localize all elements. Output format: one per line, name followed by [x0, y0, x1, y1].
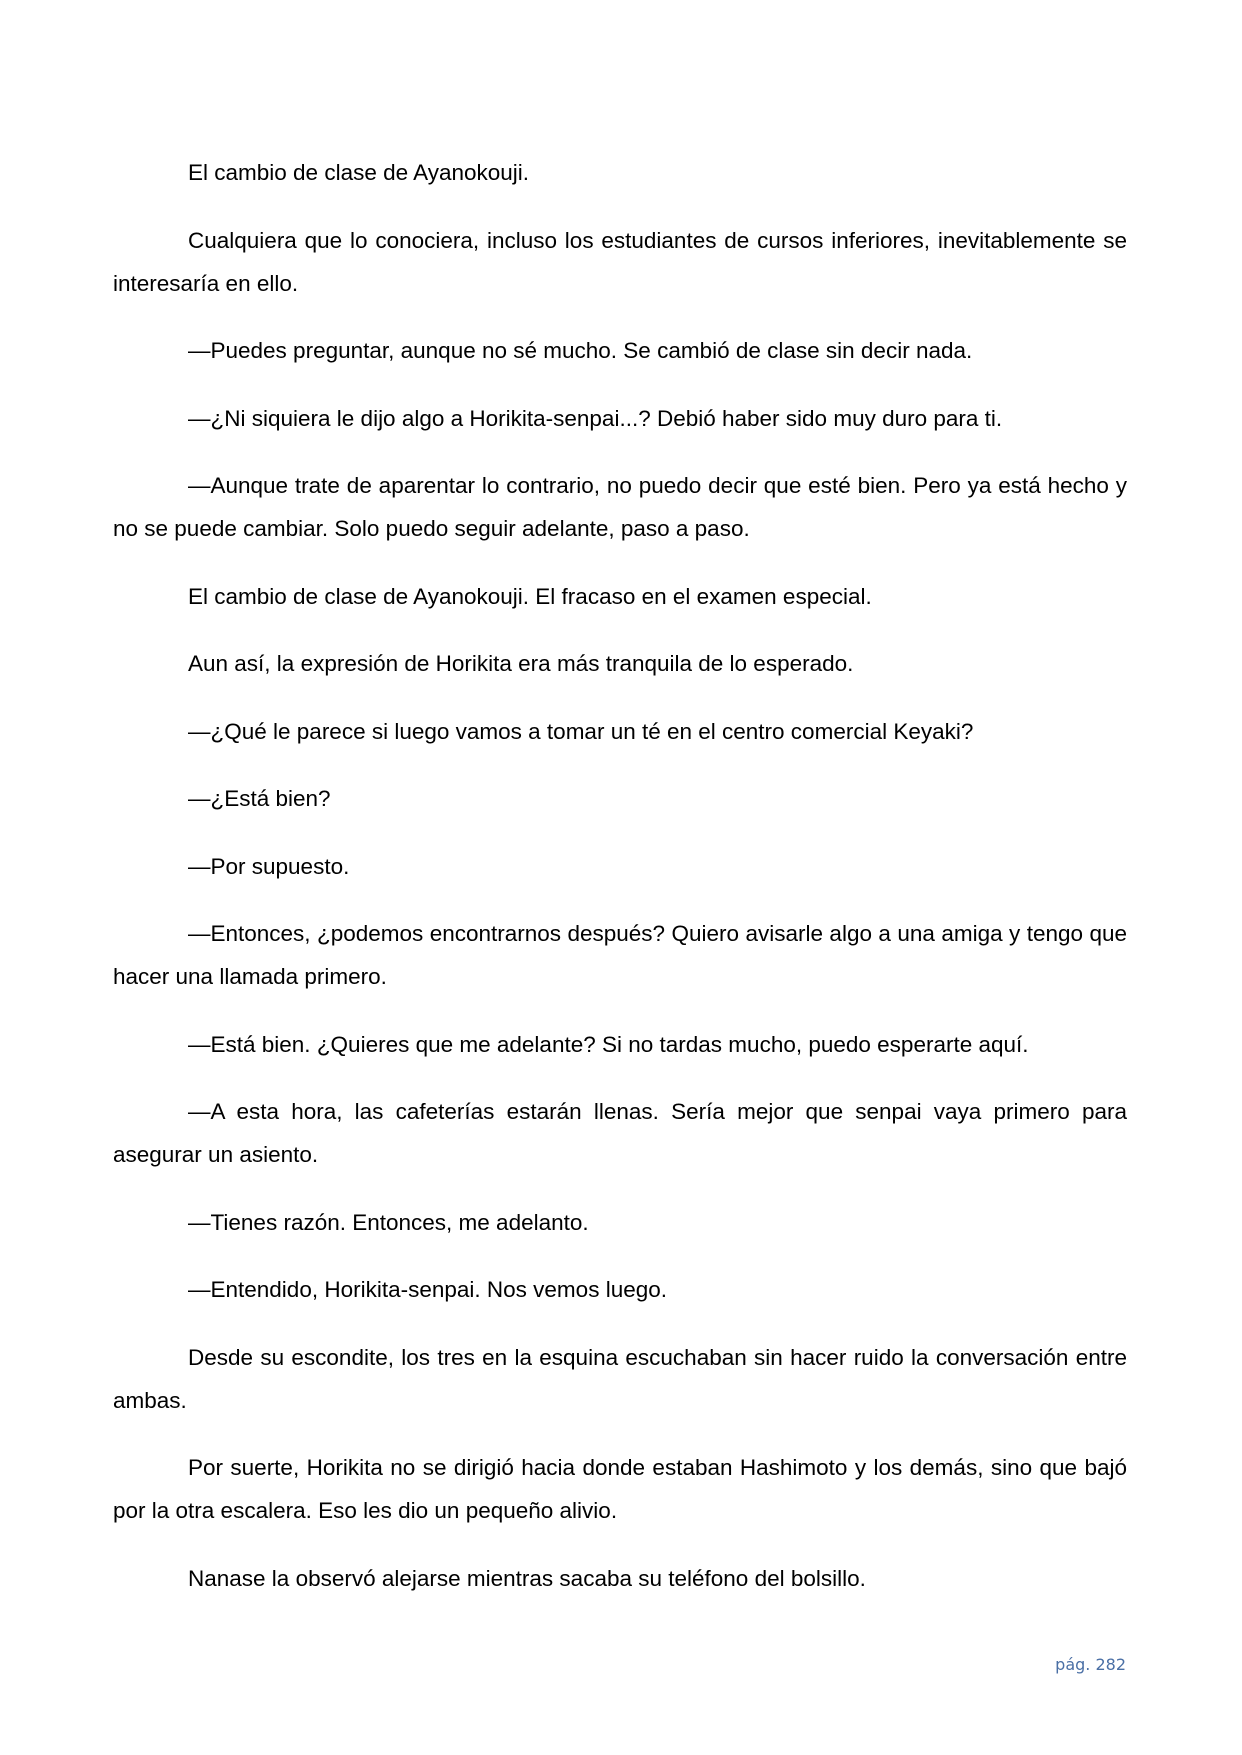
paragraph: —Está bien. ¿Quieres que me adelante? Si no tardas mucho, puedo esperarte aquí. — [188, 1031, 1029, 1057]
paragraph: —A esta hora, las cafeterías estarán llenas. Sería mejor que senpai vaya primero para asegurar un asiento. — [113, 1099, 1127, 1167]
paragraph: —¿Está bien? — [188, 786, 331, 811]
paragraph: —Entendido, Horikita-senpai. Nos vemos luego. — [188, 1277, 667, 1302]
paragraph: —Entonces, ¿podemos encontrarnos después? Quiero avisarle algo a una amiga y tengo que hacer una llamada primero. — [113, 921, 1127, 989]
paragraph: —Aunque trate de aparentar lo contrario, no puedo decir que esté bien. Pero ya está hecho y no se puede cambiar. Solo puedo seguir adelante, paso a paso. — [113, 473, 1127, 541]
paragraph: Cualquiera que lo conociera, incluso los estudiantes de cursos inferiores, inevitablemente se interesaría en ello. — [113, 227, 1127, 296]
paragraph: Nanase la observó alejarse mientras sacaba su teléfono del bolsillo. — [188, 1565, 866, 1591]
paragraph: —¿Ni siquiera le dijo algo a Horikita-senpai...? Debió haber sido muy duro para ti. — [188, 405, 1003, 431]
paragraph: El cambio de clase de Ayanokouji. El fracaso en el examen especial. — [188, 583, 872, 609]
paragraph: —Tienes razón. Entonces, me adelanto. — [188, 1209, 589, 1235]
paragraph: Por suerte, Horikita no se dirigió hacia donde estaban Hashimoto y los demás, sino que bajó por la otra escalera. Eso les dio un pequeño alivio. — [113, 1455, 1127, 1523]
page-number: pág. 282 — [1055, 1655, 1126, 1674]
document-page-body — [113, 151, 1127, 1624]
paragraph: Desde su escondite, los tres en la esquina escuchaban sin hacer ruido la conversación entre ambas. — [113, 1344, 1127, 1413]
paragraph: —Puedes preguntar, aunque no sé mucho. Se cambió de clase sin decir nada. — [188, 338, 973, 363]
paragraph: —Por supuesto. — [188, 853, 350, 879]
paragraph: El cambio de clase de Ayanokouji. — [188, 160, 530, 185]
paragraph: Aun así, la expresión de Horikita era más tranquila de lo esperado. — [188, 651, 854, 676]
paragraph: —¿Qué le parece si luego vamos a tomar un té en el centro comercial Keyaki? — [188, 718, 974, 744]
